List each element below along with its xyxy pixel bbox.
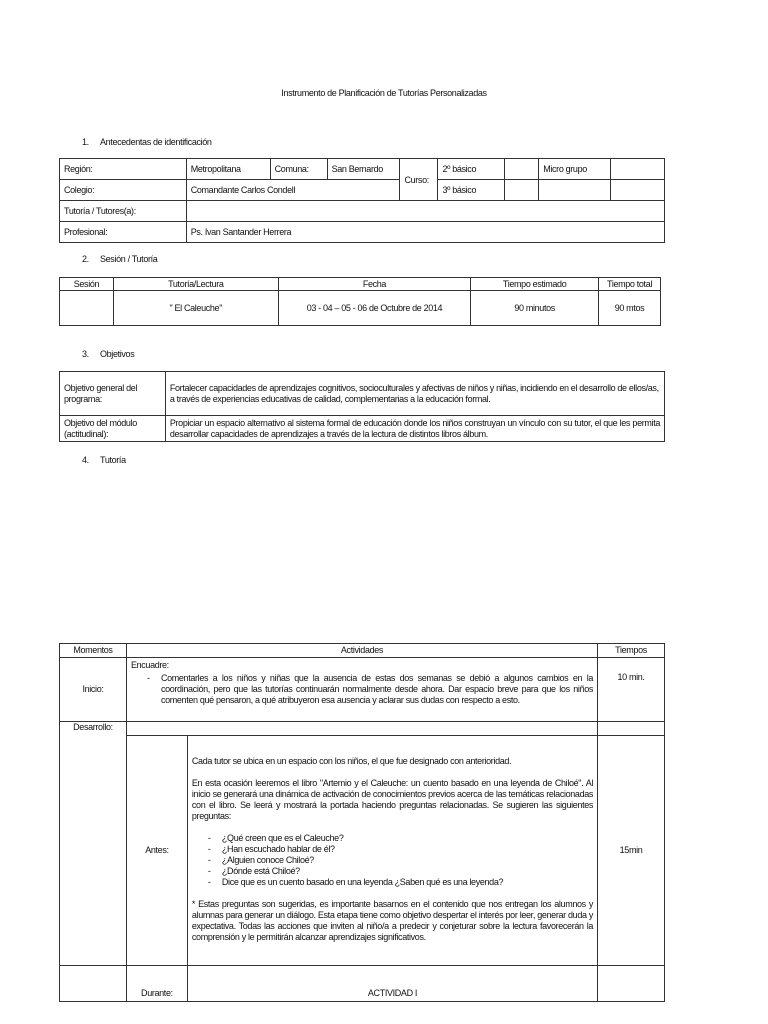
section-number: 1. [82, 137, 89, 147]
session-date: 03 - 04 – 05 - 06 de Octubre de 2014 [278, 291, 471, 326]
objective-module-text: Propiciar un espacio alternativo al sistema formal de educación donde los niños construyan un vínculo con su tutor, el que les permita desarrollar capacidades de aprendizajes a través de la lectura de distintos libros álbum. [165, 416, 664, 442]
durante-moment-cell [60, 966, 127, 1002]
curso-label: Curso: [400, 159, 438, 201]
encuadre-item: - Comentarles a los niños y niñas que la ausencia de estas dos semanas se debió a algunos cambios en la coordinación, pero que las tutorías continuarán normalmente desde ahora. Dar espacio breve para que los niños comenten qué pensaron, a qué atribuyeron esa ausencia y aclarar sus dudas con respecto a esto. [143, 673, 593, 706]
antes-question: - ¿Qué creen que es el Caleuche? [204, 833, 593, 844]
session-header: Sesión [60, 278, 114, 291]
session-estimated-time: 90 minutos [471, 291, 599, 326]
session-total-time: 90 mtos [599, 291, 661, 326]
tutoria-label: Tutoría / Tutores(a): [60, 201, 187, 222]
empty-cell [611, 180, 665, 201]
inicio-time: 10 min. [598, 658, 665, 722]
section-label: Antecedentas de identificación [100, 137, 212, 147]
session-header: Tutoría/Lectura [113, 278, 278, 291]
antes-question: - ¿Alguien conoce Chiloé? [204, 855, 593, 866]
comuna-label: Comuna: [270, 159, 327, 180]
session-number [60, 291, 114, 326]
antes-time: 15min [598, 736, 665, 966]
objective-general-label: Objetivo general del programa: [60, 372, 166, 416]
section-label: Sesión / Tutoría [100, 254, 158, 264]
antes-activity [187, 736, 597, 966]
session-reading: " El Caleuche" [113, 291, 278, 326]
antes-paragraph-2: En esta ocasión leeremos el libro "Artemio y el Caleuche: un cuento basado en una leyenda de Chiloé". Al inicio se generará una dinámica de activación de conocimientos previos acerca de las temáticas relacionadas con el libro. Se leerá y mostrará la portada haciendo preguntas relacionadas. Se sugieren las siguientes preguntas: [191, 778, 594, 821]
section-3-heading [82, 349, 134, 359]
session-table [59, 277, 661, 326]
document-title: Instrumento de Planificación de Tutorías Personalizadas [281, 88, 487, 98]
curso-option-2: 3º básico [438, 180, 505, 201]
tutoria-value [186, 201, 664, 222]
empty-cell [539, 180, 611, 201]
tutoria-header-actividades: Actividades [126, 644, 597, 658]
desarrollo-time-spacer [598, 722, 665, 736]
antes-question: - ¿Han escuchado hablar de él? [204, 844, 593, 855]
colegio-label: Colegio: [60, 180, 187, 201]
desarrollo-spacer [126, 722, 597, 736]
region-value: Metropolitana [186, 159, 270, 180]
micro-grupo-value [611, 159, 665, 180]
section-number: 3. [82, 349, 89, 359]
tutoria-header-tiempos: Tiempos [598, 644, 665, 658]
antes-question: - ¿Dónde está Chiloé? [204, 866, 593, 877]
curso-option-1-mark [505, 159, 539, 180]
antes-paragraph-1: Cada tutor se ubica en un espacio con los niños, el que fue designado con anterioridad. [191, 756, 512, 766]
antes-question: - Dice que es un cuento basado en una leyenda ¿Saben qué es una leyenda? [204, 877, 593, 888]
section-1-heading [82, 137, 212, 147]
moment-inicio: Inicio: [60, 658, 127, 722]
objective-module-label: Objetivo del módulo (actitudinal): [60, 416, 166, 442]
durante-time [598, 966, 665, 1002]
session-header: Fecha [278, 278, 471, 291]
curso-option-2-mark [505, 180, 539, 201]
session-header: Tiempo total [599, 278, 661, 291]
section-4-heading [82, 455, 126, 465]
section-number: 2. [82, 254, 89, 264]
session-header: Tiempo estimado [471, 278, 599, 291]
section-2-heading [82, 254, 157, 264]
colegio-value: Comandante Carlos Condell [186, 180, 400, 201]
section-label: Tutoría [100, 455, 126, 465]
encuadre-label: Encuadre: [130, 660, 169, 670]
durante-activity: ACTIVIDAD I [187, 966, 597, 1002]
section-label: Objetivos [100, 349, 135, 359]
antes-paragraph-3: * Estas preguntas son sugeridas, es importante basarnos en el contenido que nos entregan los alumnos y alumnas para generar un diálogo. Esta etapa tiene como objetivo despertar el interés por leer, generar duda y expectativa. Todas las acciones que inviten al niño/a a predecir y conjeturar sobre la lectura favorecerán la comprensión y le permitirán alcanzar aprendizajes significativos. [191, 899, 594, 942]
comuna-value: San Bernardo [327, 159, 400, 180]
profesional-value: Ps. Ivan Santander Herrera [186, 222, 664, 243]
curso-option-1: 2º básico [438, 159, 505, 180]
region-label: Región: [60, 159, 187, 180]
inicio-activity [126, 658, 597, 722]
identification-table [59, 158, 665, 243]
moment-desarrollo: Desarrollo: [60, 722, 127, 966]
objective-general-text: Fortalecer capacidades de aprendizajes cognitivos, socioculturales y afectivas de niños y niñas, incidiendo en el desarrollo de ellos/as, a través de experiencias educativas de calidad, complementarias a la educación formal. [165, 372, 664, 416]
micro-grupo-label: Micro grupo [539, 159, 611, 180]
profesional-label: Profesional: [60, 222, 187, 243]
tutoria-header-momentos: Momentos [60, 644, 127, 658]
tutoria-table [59, 643, 665, 1002]
phase-durante: Durante: [126, 966, 187, 1002]
phase-antes: Antes: [126, 736, 187, 966]
section-number: 4. [82, 455, 89, 465]
objectives-table [59, 371, 665, 442]
